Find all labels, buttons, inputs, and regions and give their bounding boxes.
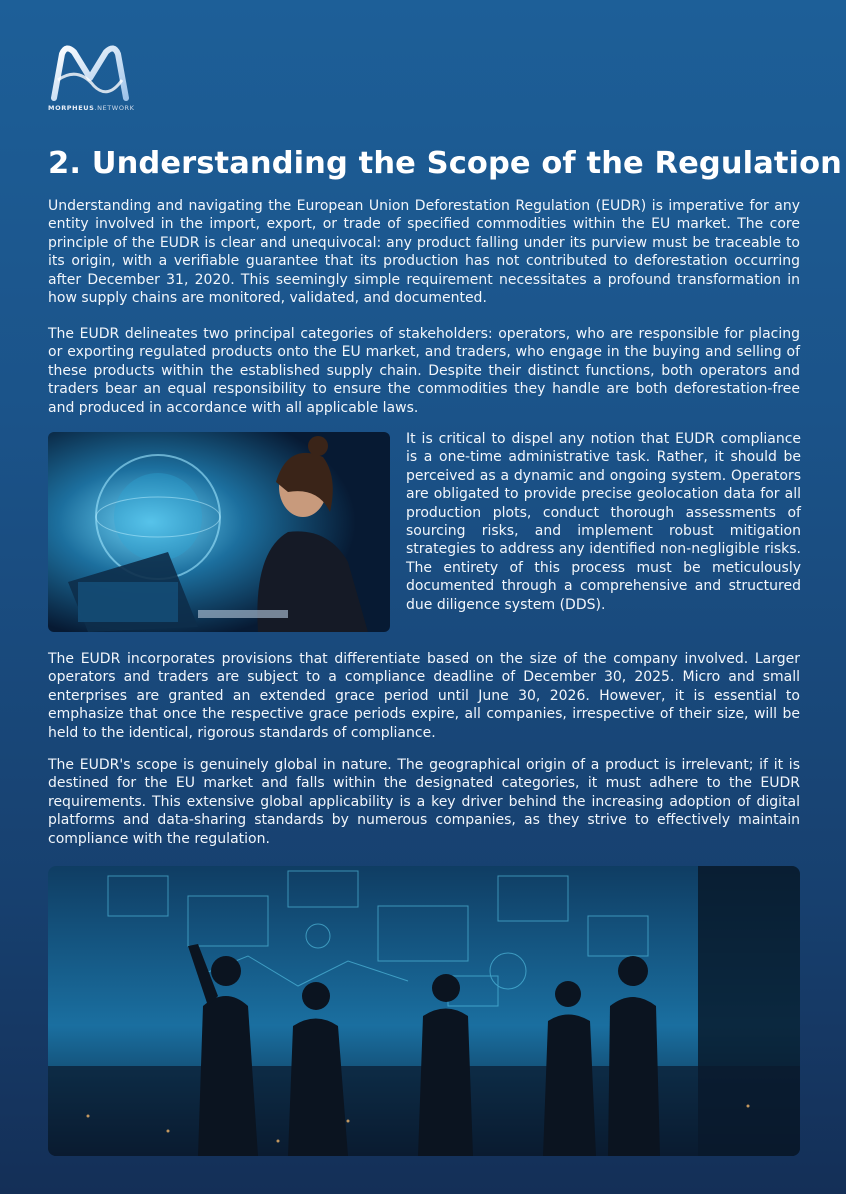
paragraph-4: The EUDR incorporates provisions that differentiate based on the size of the company involved. Larger operators and traders are subject to a compliance deadline of December 30, 2025. Micro and small enterprises are granted an extended grace period until June 30, 2026. However, it is essential to emphasize that once the respective grace periods expire, all companies, irrespective of their size, will be held to the identical, rigorous standards of compliance. bbox=[48, 651, 800, 741]
team-dashboard-image bbox=[48, 866, 800, 1156]
brand-name-bold: MORPHEUS bbox=[48, 104, 95, 112]
section-title: 2. Understanding the Scope of the Regulation bbox=[48, 146, 842, 181]
paragraph-3: It is critical to dispel any notion that EUDR compliance is a one-time administrative task. Rather, it should be perceived as a dynamic and ongoing system. Operators are obligated to provide precise geolocation data for all production plots, conduct thorough assessments of sourcing risks, and implement robust mitigation strategies to address any identified non-negligible risks. The entirety of this process must be meticulously documented through a comprehensive and structured due diligence system (DDS). bbox=[406, 431, 801, 613]
paragraph-2: The EUDR delineates two principal categories of stakeholders: operators, who are responsible for placing or exporting regulated products onto the EU market, and traders, who engage in the buying and selling of these products within the established supply chain. Despite their distinct functions, both operators and traders bear an equal responsibility to ensure the commodities they handle are both deforestation-free and produced in accordance with all applicable laws. bbox=[48, 326, 800, 416]
paragraph-1: Understanding and navigating the European Union Deforestation Regulation (EUDR) is imperative for any entity involved in the import, export, or trade of specified commodities within the EU market. The core principle of the EUDR is clear and unequivocal: any product falling under its purview must be traceable to its origin, with a verifiable guarantee that its production has not contributed to deforestation occurring after December 31, 2020. This seemingly simple requirement necessitates a profound transformation in how supply chains are monitored, validated, and documented. bbox=[48, 198, 800, 307]
paragraph-5: The EUDR's scope is genuinely global in nature. The geographical origin of a product is irrelevant; if it is destined for the EU market and falls within the designated categories, it must adhere to the EUDR requirements. This extensive global applicability is a key driver behind the increasing adoption of digital platforms and data-sharing standards by numerous companies, as they strive to effectively maintain compliance with the regulation. bbox=[48, 757, 800, 847]
brand-logo bbox=[48, 40, 135, 112]
brand-wordmark bbox=[48, 104, 135, 112]
brand-name-suffix: .NETWORK bbox=[94, 104, 135, 112]
morpheus-logo-icon bbox=[48, 40, 132, 102]
woman-laptop-image bbox=[48, 432, 390, 632]
